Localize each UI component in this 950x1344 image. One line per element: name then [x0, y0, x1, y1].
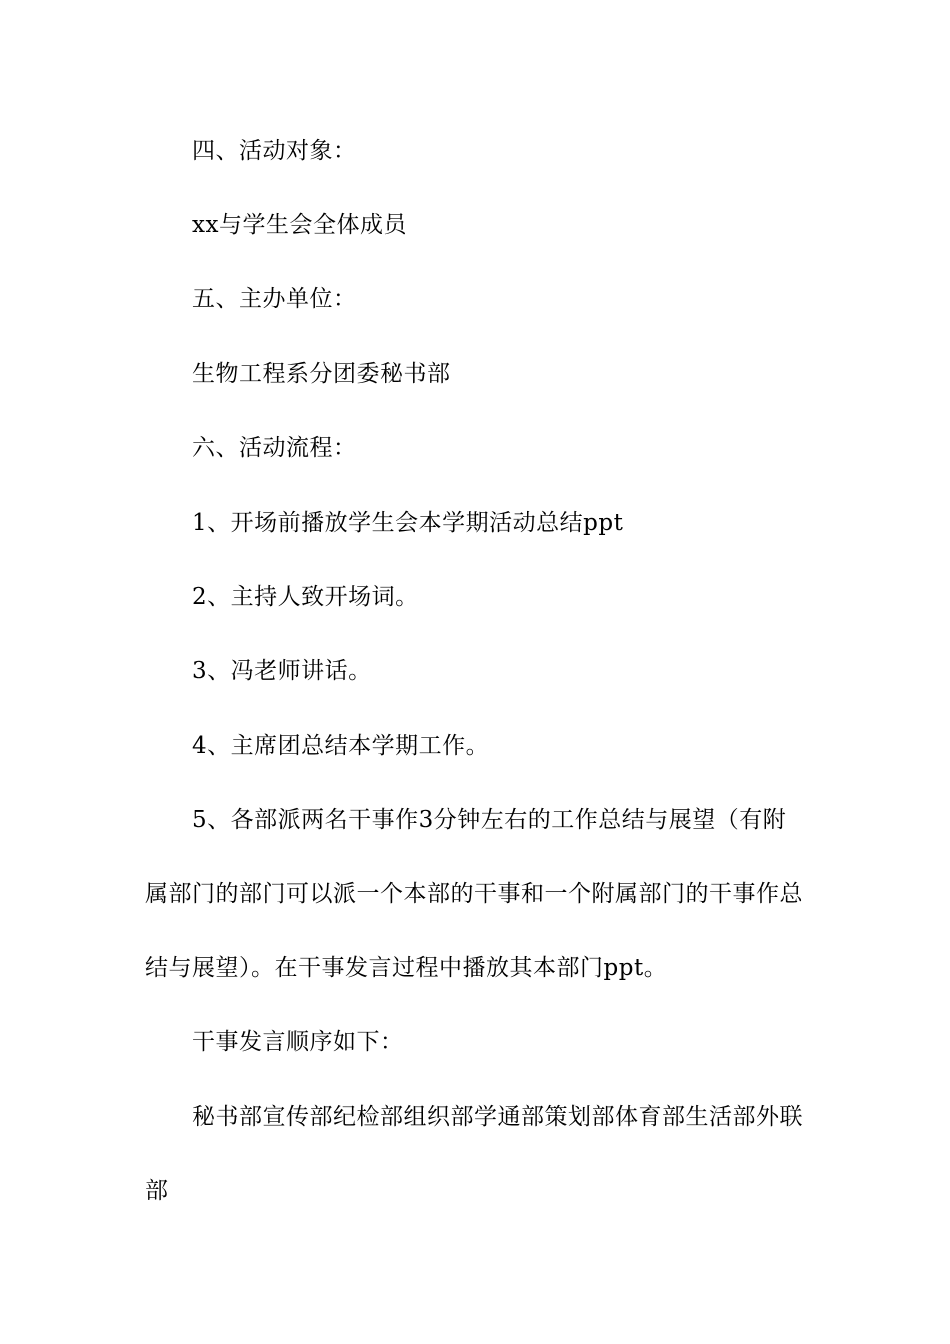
list-item-step-2: 2、主持人致开场词。 [192, 584, 419, 610]
list-item-step-1: 1、开场前播放学生会本学期活动总结ppt [192, 510, 624, 536]
paragraph-speech-order-heading: 干事发言顺序如下： [192, 1029, 404, 1055]
paragraph-organizer: 生物工程系分团委秘书部 [192, 361, 451, 387]
section-heading-organizer: 五、主办单位： [192, 286, 357, 312]
list-item-step-3: 3、冯老师讲话。 [192, 658, 372, 684]
paragraph-speech-order-list: 秘书部宣传部纪检部组织部学通部策划部体育部生活部外联部 [145, 1104, 803, 1204]
list-item-step-4: 4、主席团总结本学期工作。 [192, 733, 490, 759]
section-heading-activity-target: 四、活动对象： [192, 138, 357, 164]
list-item-step-5: 5、各部派两名干事作3分钟左右的工作总结与展望（有附属部门的部门可以派一个本部的干事和一个附属部门的干事作总结与展望）。在干事发言过程中播放其本部门ppt。 [145, 807, 803, 981]
section-heading-activity-flow: 六、活动流程： [192, 435, 357, 461]
paragraph-activity-target: xx与学生会全体成员 [192, 212, 407, 238]
